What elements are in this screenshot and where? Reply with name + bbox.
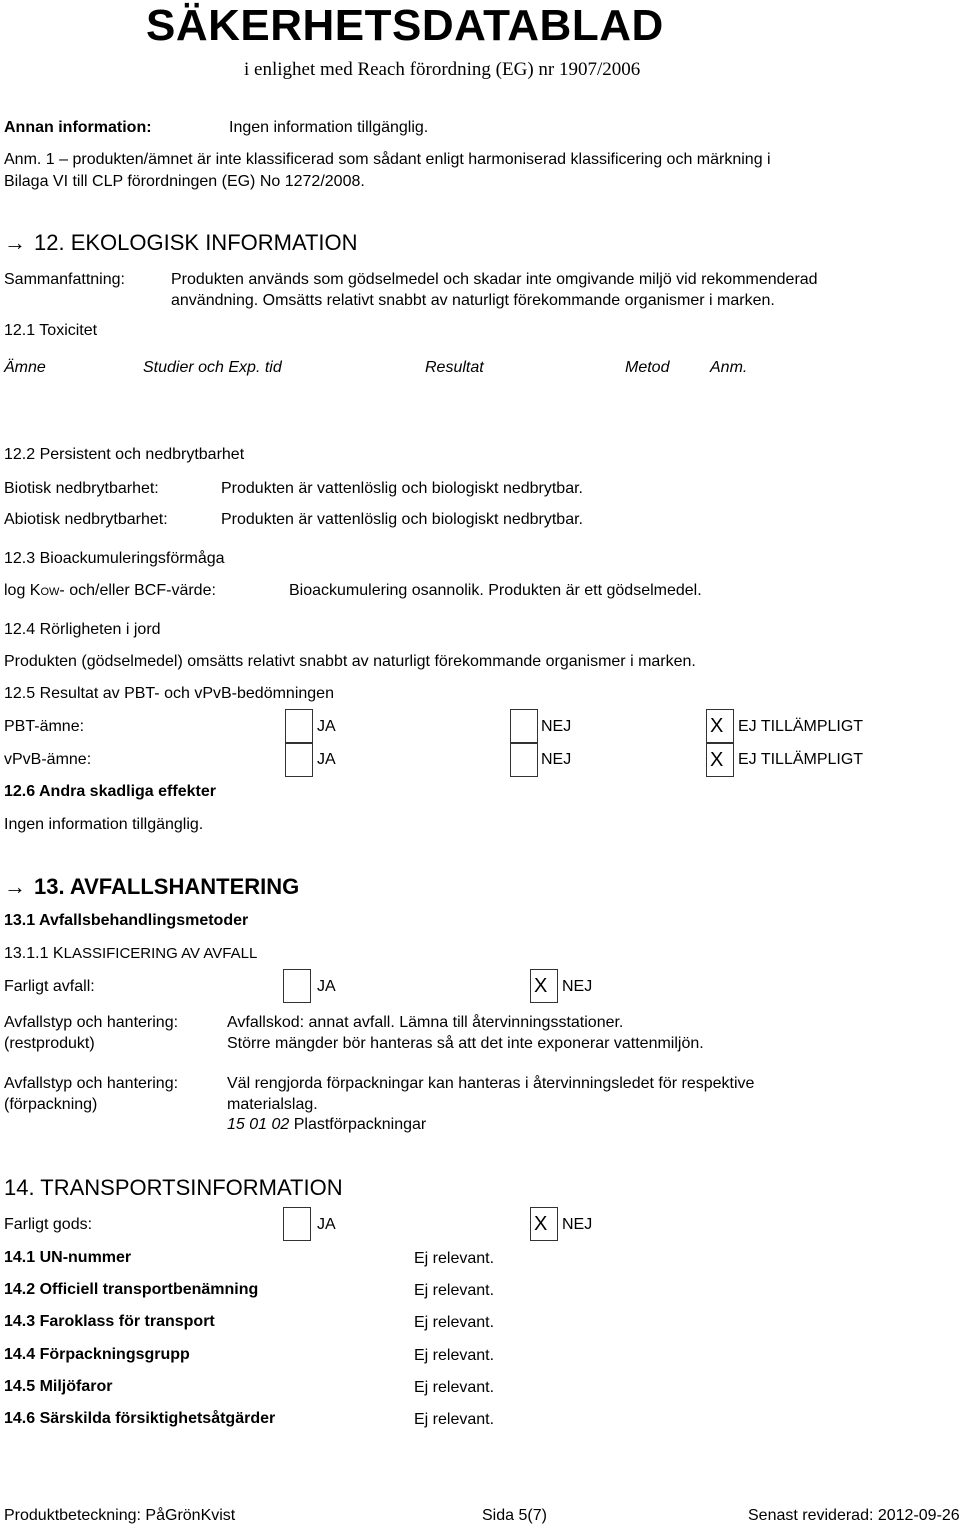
mobility-heading: 12.4 Rörligheten i jord — [4, 621, 161, 638]
kow-label-sub: OW — [40, 586, 60, 598]
pbt-na-check-mark: X — [710, 715, 724, 737]
footer-revised: Senast reviderad: 2012-09-26 — [748, 1507, 960, 1524]
transport-item-label: 14.5 Miljöfaror — [4, 1378, 113, 1395]
persistence-heading: 12.2 Persistent och nedbrytbarhet — [4, 446, 245, 463]
bioaccumulation-heading: 12.3 Bioackumuleringsförmåga — [4, 550, 225, 567]
toxicity-heading: 12.1 Toxicitet — [4, 322, 98, 339]
pbt-ja-label: JA — [317, 718, 336, 735]
toxicity-col-studies: Studier och Exp. tid — [143, 359, 282, 376]
pbt-nej-checkbox — [510, 709, 538, 743]
pbt-label: PBT-ämne: — [4, 718, 85, 735]
transport-item-value: Ej relevant. — [414, 1347, 495, 1364]
vpvb-na-check-mark: X — [710, 749, 724, 771]
waste-methods-heading: 13.1 Avfallsbehandlingsmetoder — [4, 912, 249, 929]
dangerous-ja-label: JA — [317, 1216, 336, 1233]
toxicity-col-method: Metod — [625, 359, 670, 376]
footer-page: Sida 5(7) — [482, 1507, 547, 1524]
mobility-text: Produkten (gödselmedel) omsätts relativt snabbt av naturligt förekommande organismer i marken. — [4, 653, 696, 670]
transport-item-label: 14.4 Förpackningsgrupp — [4, 1346, 190, 1363]
section-13-heading — [4, 874, 299, 900]
biotic-label: Biotisk nedbrytbarhet: — [4, 480, 159, 497]
kow-label — [4, 581, 216, 602]
dangerous-ja-checkbox — [283, 1207, 311, 1241]
transport-item-label: 14.2 Officiell transportbenämning — [4, 1281, 259, 1298]
transport-item-value: Ej relevant. — [414, 1379, 495, 1396]
dangerous-nej-check-mark: X — [534, 1213, 548, 1235]
hazardous-nej-check-mark: X — [534, 975, 548, 997]
section-12-heading — [4, 230, 358, 256]
kow-label-post: - och/eller BCF-värde: — [59, 582, 216, 599]
dangerous-goods-label: Farligt gods: — [4, 1216, 93, 1233]
biotic-value: Produkten är vattenlöslig och biologiskt nedbrytbar. — [221, 480, 583, 497]
transport-item-value: Ej relevant. — [414, 1282, 495, 1299]
summary-text-line-2: användning. Omsätts relativt snabbt av naturligt förekommande organismer i marken. — [171, 292, 775, 309]
packaging-code: 15 01 02 — [227, 1116, 290, 1133]
pbt-ja-checkbox — [285, 709, 313, 743]
bioaccumulation-value: Bioackumulering osannolik. Produkten är ett gödselmedel. — [289, 582, 702, 599]
section-12-title: 12. EKOLOGISK INFORMATION — [34, 230, 358, 255]
transport-item-label: 14.1 UN-nummer — [4, 1249, 132, 1266]
waste-classification-heading — [4, 944, 257, 964]
abiotic-label: Abiotisk nedbrytbarhet: — [4, 511, 168, 528]
packaging-value-1: Väl rengjorda förpackningar kan hanteras i återvinningsledet för respektive — [227, 1075, 755, 1092]
packaging-label-1: Avfallstyp och hantering: — [4, 1075, 179, 1092]
arrow-right-icon: → — [4, 230, 26, 255]
vpvb-nej-checkbox — [510, 743, 538, 777]
rest-product-value-2: Större mängder bör hanteras så att det inte exponerar vattenmiljön. — [227, 1035, 704, 1052]
vpvb-ja-checkbox — [285, 743, 313, 777]
packaging-code-text: Plastförpackningar — [289, 1116, 427, 1133]
vpvb-nej-label: NEJ — [541, 751, 572, 768]
transport-item-value: Ej relevant. — [414, 1314, 495, 1331]
waste-classification-prefix: 13.1.1 K — [4, 945, 64, 962]
section-14-heading: 14. TRANSPORTSINFORMATION — [4, 1175, 343, 1200]
summary-label: Sammanfattning: — [4, 271, 125, 288]
transport-item-value: Ej relevant. — [414, 1250, 495, 1267]
footer-product: Produktbeteckning: PåGrönKvist — [4, 1507, 236, 1524]
vpvb-label: vPvB-ämne: — [4, 751, 92, 768]
arrow-right-icon: → — [4, 874, 26, 899]
rest-product-label-2: (restprodukt) — [4, 1035, 95, 1052]
note-line-2: Bilaga VI till CLP förordningen (EG) No 1272/2008. — [4, 173, 365, 190]
rest-product-value-1: Avfallskod: annat avfall. Lämna till återvinningsstationer. — [227, 1014, 624, 1031]
other-info-label: Annan information: — [4, 119, 152, 136]
pbt-nej-label: NEJ — [541, 718, 572, 735]
rest-product-label-1: Avfallstyp och hantering: — [4, 1014, 179, 1031]
packaging-value-2: materialslag. — [227, 1096, 318, 1113]
hazardous-nej-label: NEJ — [562, 978, 593, 995]
toxicity-col-result: Resultat — [425, 359, 484, 376]
hazardous-waste-label: Farligt avfall: — [4, 978, 95, 995]
section-13-title: 13. AVFALLSHANTERING — [34, 874, 300, 899]
dangerous-nej-label: NEJ — [562, 1216, 593, 1233]
toxicity-col-substance: Ämne — [4, 359, 46, 376]
other-effects-heading: 12.6 Andra skadliga effekter — [4, 783, 216, 800]
packaging-label-2: (förpackning) — [4, 1096, 98, 1113]
pbt-na-label: EJ TILLÄMPLIGT — [738, 718, 864, 735]
transport-item-label: 14.6 Särskilda försiktighetsåtgärder — [4, 1410, 276, 1427]
other-effects-text: Ingen information tillgänglig. — [4, 816, 204, 833]
transport-item-value: Ej relevant. — [414, 1411, 495, 1428]
note-line-1: Anm. 1 – produkten/ämnet är inte klassificerad som sådant enligt harmoniserad klassificering och märkning i — [4, 151, 771, 168]
toxicity-col-note: Anm. — [710, 359, 748, 376]
waste-classification-caps: LASSIFICERING AV AVFALL — [63, 945, 258, 962]
hazardous-ja-label: JA — [317, 978, 336, 995]
transport-item-label: 14.3 Faroklass för transport — [4, 1313, 215, 1330]
vpvb-ja-label: JA — [317, 751, 336, 768]
kow-label-pre: log K — [4, 582, 41, 599]
abiotic-value: Produkten är vattenlöslig och biologiskt nedbrytbar. — [221, 511, 583, 528]
document-subtitle: i enlighet med Reach förordning (EG) nr 1907/2006 — [244, 59, 641, 80]
hazardous-ja-checkbox — [283, 969, 311, 1003]
pbt-heading: 12.5 Resultat av PBT- och vPvB-bedömningen — [4, 685, 334, 702]
packaging-code-line — [227, 1115, 426, 1135]
summary-text-line-1: Produkten används som gödselmedel och skadar inte omgivande miljö vid rekommenderad — [171, 271, 818, 288]
document-title: SÄKERHETSDATABLAD — [146, 1, 664, 50]
other-info-value: Ingen information tillgänglig. — [229, 119, 429, 136]
vpvb-na-label: EJ TILLÄMPLIGT — [738, 751, 864, 768]
